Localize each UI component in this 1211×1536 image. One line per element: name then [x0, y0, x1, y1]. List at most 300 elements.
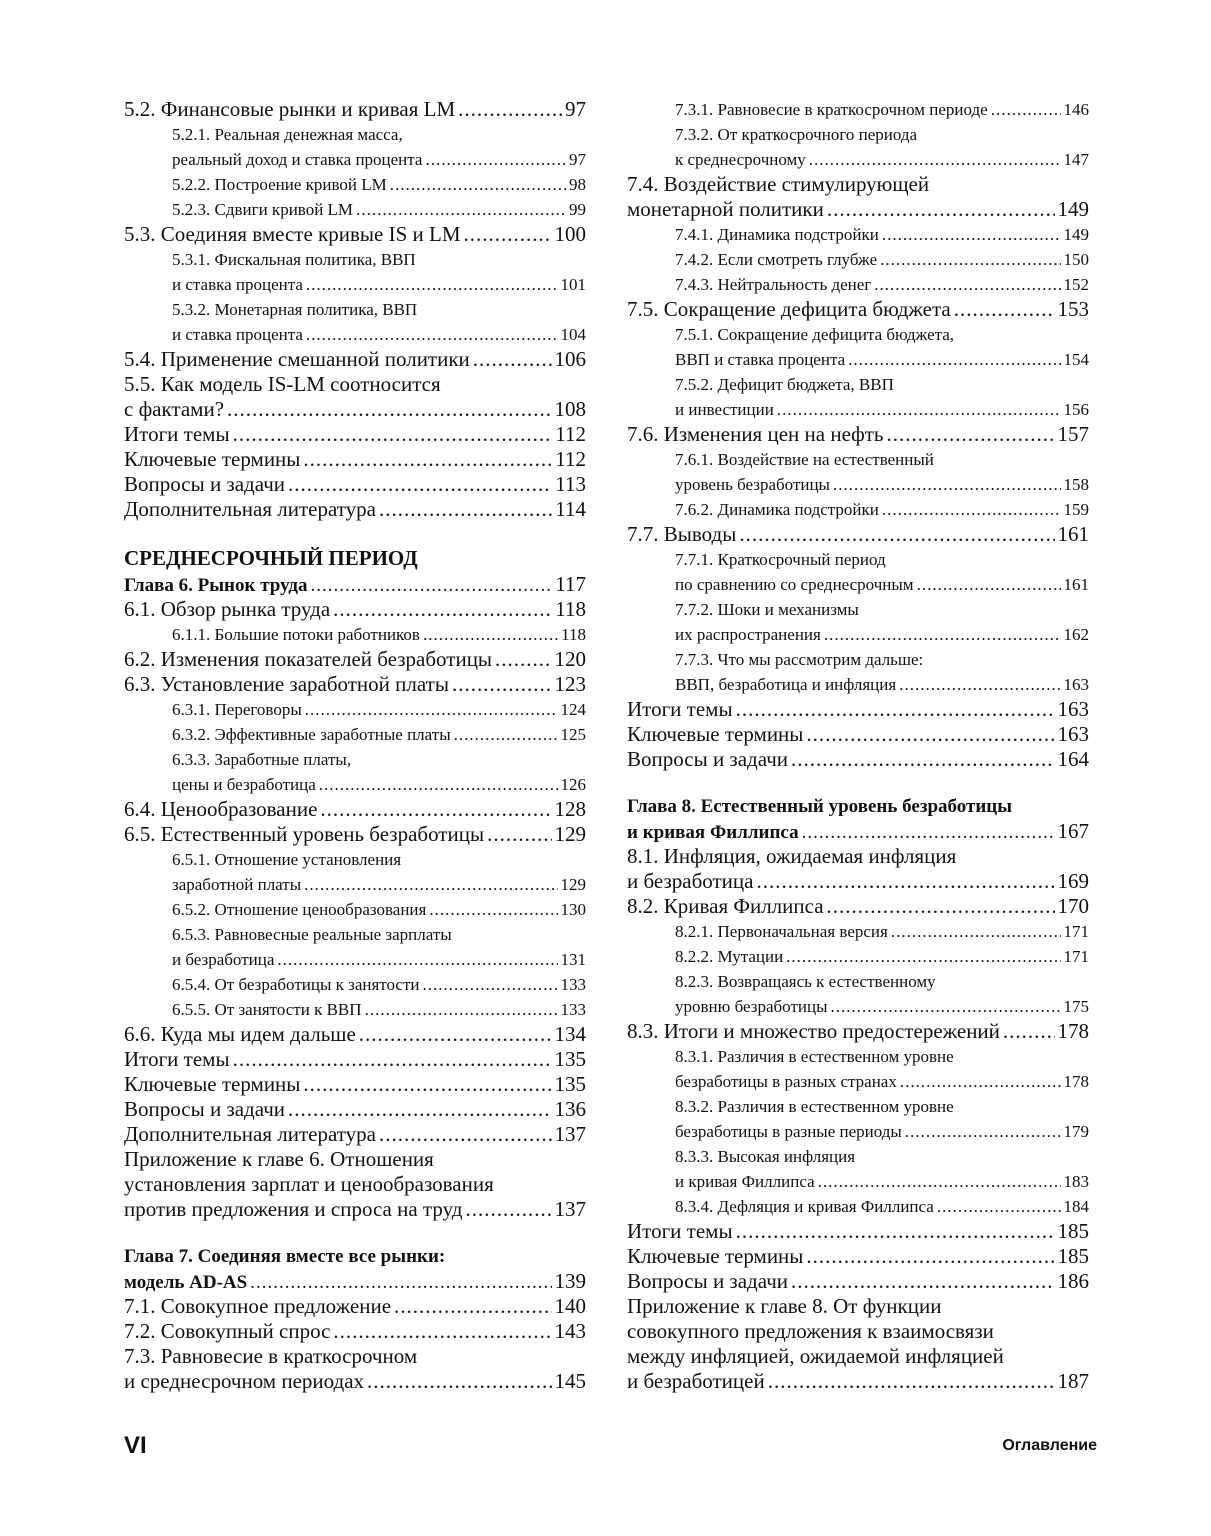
toc-entry-title: 6.5.2. Отношение ценообразования [172, 900, 427, 919]
toc-entry[interactable] [627, 1119, 1089, 1144]
toc-entry[interactable] [627, 869, 1089, 894]
toc-dot-leader [311, 573, 553, 598]
toc-entry[interactable] [124, 647, 586, 672]
toc-entry[interactable] [627, 272, 1089, 297]
toc-entry-page: 157 [1057, 422, 1089, 446]
toc-entry-title: Вопросы и задачи [627, 1269, 789, 1293]
toc-dot-leader [306, 322, 558, 347]
toc-entry-page: 133 [560, 975, 586, 994]
toc-entry-title: 7.5. Сокращение дефицита бюджета [627, 297, 951, 321]
toc-entry-page: 97 [569, 150, 586, 169]
toc-entry-title: и среднесрочном периодах [124, 1369, 365, 1393]
toc-entry[interactable] [627, 347, 1089, 372]
toc-entry[interactable] [627, 1044, 1089, 1069]
toc-entry[interactable] [124, 1022, 586, 1047]
toc-entry-page: 149 [1057, 197, 1089, 221]
toc-dot-leader [367, 1369, 551, 1394]
toc-entry-title: безработицы в разные периоды [675, 1122, 902, 1141]
toc-entry-title: 7.3.1. Равновесие в краткосрочном периоде [675, 100, 988, 119]
toc-entry-title: Вопросы и задачи [124, 472, 286, 496]
toc-entry[interactable] [627, 697, 1089, 722]
toc-dot-leader [379, 497, 552, 522]
toc-dot-leader [880, 247, 1060, 272]
toc-entry[interactable] [627, 247, 1089, 272]
toc-dot-leader [900, 1069, 1061, 1094]
toc-dot-leader [423, 972, 558, 997]
toc-entry-title: 6.2. Изменения показателей безработицы [124, 647, 493, 671]
toc-entry[interactable] [627, 1269, 1089, 1294]
toc-entry-page: 120 [554, 647, 586, 671]
toc-entry-page: 134 [554, 1022, 586, 1046]
toc-entry-title: Итоги темы [124, 422, 230, 446]
toc-entry-page: 187 [1057, 1369, 1089, 1393]
toc-entry-title: Глава 6. Рынок труда [124, 575, 308, 596]
toc-entry-title: 6.5. Естественный уровень безработицы [124, 822, 485, 846]
toc-entry[interactable] [124, 172, 586, 197]
toc-entry-title: 7.2. Совокупный спрос [124, 1319, 331, 1343]
toc-entry-title: 7.4.3. Нейтральность денег [675, 275, 872, 294]
toc-entry-title: 6.5.3. Равновесные реальные зарплаты [172, 925, 452, 944]
toc-entry-page: 170 [1057, 894, 1089, 918]
toc-entry-page: 175 [1063, 997, 1089, 1016]
toc-entry-page: 178 [1063, 1072, 1089, 1091]
toc-entry-title: Глава 7. Соединяя вместе все рынки: [124, 1246, 446, 1267]
toc-dot-leader [887, 422, 1055, 447]
toc-entry-page: 143 [554, 1319, 586, 1343]
toc-entry[interactable] [627, 647, 1089, 672]
toc-entry-title: реальный доход и ставка процента [172, 150, 423, 169]
toc-dot-leader [458, 97, 562, 122]
toc-entry-page: 113 [555, 472, 586, 496]
toc-entry-page: 129 [560, 875, 586, 894]
toc-entry[interactable] [124, 1294, 586, 1319]
toc-entry[interactable] [627, 919, 1089, 944]
toc-entry-page: 156 [1063, 400, 1089, 419]
toc-entry-title: 6.1.1. Большие потоки работников [172, 625, 420, 644]
toc-entry[interactable] [627, 572, 1089, 597]
toc-entry-page: 137 [554, 1122, 586, 1146]
toc-entry-page: 97 [565, 97, 586, 121]
toc-entry[interactable] [124, 372, 586, 397]
toc-entry-title: 8.1. Инфляция, ожидаемая инфляция [627, 844, 957, 868]
toc-entry[interactable] [124, 1122, 586, 1147]
toc-entry[interactable] [627, 844, 1089, 869]
toc-entry-page: 125 [560, 725, 586, 744]
toc-entry[interactable] [627, 547, 1089, 572]
toc-entry-title: цены и безработица [172, 775, 316, 794]
toc-dot-leader [233, 422, 553, 447]
toc-entry-title: Ключевые термины [627, 722, 804, 746]
toc-entry-title: 6.3.3. Заработные платы, [172, 750, 352, 769]
toc-entry-page: 108 [554, 397, 586, 421]
toc-entry-page: 185 [1057, 1244, 1089, 1268]
toc-entry[interactable] [124, 297, 586, 322]
toc-entry-title: Вопросы и задачи [124, 1097, 286, 1121]
toc-entry-page: 158 [1063, 475, 1089, 494]
toc-entry-title: 7.4.1. Динамика подстройки [675, 225, 879, 244]
toc-dot-leader [1003, 1019, 1055, 1044]
toc-entry[interactable] [627, 122, 1089, 147]
toc-dot-leader [250, 1270, 551, 1295]
toc-entry[interactable] [124, 1344, 586, 1369]
toc-entry[interactable] [124, 622, 586, 647]
toc-entry-title: 5.3.2. Монетарная политика, ВВП [172, 300, 418, 319]
toc-entry-page: 118 [561, 625, 586, 644]
toc-entry-title: уровню безработицы [675, 997, 828, 1016]
toc-entry-title: Дополнительная литература [124, 497, 376, 521]
toc-entry[interactable] [124, 197, 586, 222]
toc-dot-leader [423, 622, 558, 647]
toc-entry-title: Ключевые термины [627, 1244, 804, 1268]
toc-entry-page: 131 [560, 950, 586, 969]
toc-entry-title: с фактами? [124, 397, 225, 421]
toc-entry-title: 7.3. Равновесие в краткосрочном [124, 1344, 418, 1368]
toc-entry[interactable] [124, 97, 586, 122]
toc-entry[interactable] [627, 1169, 1089, 1194]
toc-entry-title: заработной платы [172, 875, 302, 894]
toc-entry[interactable] [124, 697, 586, 722]
toc-entry[interactable] [124, 872, 586, 897]
toc-entry[interactable] [627, 1144, 1089, 1169]
toc-dot-leader [227, 397, 551, 422]
toc-entry-title: 6.3.2. Эффективные заработные платы [172, 725, 451, 744]
toc-entry[interactable] [124, 747, 586, 772]
toc-entry-title: 8.3.1. Различия в естественном уровне [675, 1047, 954, 1066]
toc-dot-leader [736, 697, 1055, 722]
toc-dot-leader [786, 944, 1060, 969]
toc-entry-page: 114 [555, 497, 586, 521]
toc-entry-title: 5.2.1. Реальная денежная масса, [172, 125, 403, 144]
toc-entry[interactable] [124, 347, 586, 372]
toc-entry[interactable] [627, 1069, 1089, 1094]
toc-entry-page: 118 [555, 597, 586, 621]
toc-entry-page: 100 [554, 222, 586, 246]
toc-entry[interactable] [627, 497, 1089, 522]
toc-dot-leader [304, 872, 557, 897]
toc-entry[interactable] [124, 1147, 586, 1172]
toc-dot-leader [303, 1072, 551, 1097]
toc-entry[interactable] [124, 1097, 586, 1122]
toc-entry-title: 7.6.1. Воздействие на естественный [675, 450, 934, 469]
toc-entry[interactable] [627, 819, 1089, 844]
toc-dot-leader [954, 297, 1055, 322]
toc-entry[interactable] [124, 672, 586, 697]
toc-entry-title: 8.2.2. Мутации [675, 947, 784, 966]
toc-entry-title: против предложения и спроса на труд [124, 1197, 463, 1221]
toc-entry-page: 124 [560, 700, 586, 719]
toc-dot-leader [303, 447, 552, 472]
toc-dot-leader [802, 820, 1055, 845]
toc-entry-page: 161 [1063, 575, 1089, 594]
toc-dot-leader [365, 997, 558, 1022]
toc-entry-title: Итоги темы [627, 1219, 733, 1243]
toc-entry[interactable] [627, 447, 1089, 472]
toc-dot-leader [827, 197, 1055, 222]
toc-entry-title: 5.2.2. Построение кривой LM [172, 175, 387, 194]
toc-entry-page: 149 [1063, 225, 1089, 244]
toc-dot-leader [777, 397, 1061, 422]
toc-entry[interactable] [124, 572, 586, 597]
toc-entry-page: 167 [1057, 819, 1089, 843]
toc-entry[interactable] [627, 397, 1089, 422]
toc-entry[interactable] [627, 969, 1089, 994]
toc-entry-page: 163 [1063, 675, 1089, 694]
toc-entry[interactable] [627, 1344, 1089, 1369]
toc-entry-title: их распространения [675, 625, 821, 644]
toc-left-column [124, 97, 586, 1394]
toc-entry[interactable] [627, 522, 1089, 547]
toc-entry-page: 179 [1063, 1122, 1089, 1141]
toc-entry[interactable] [124, 797, 586, 822]
toc-entry-title: 5.2.3. Сдвиги кривой LM [172, 200, 354, 219]
toc-entry-title: и ставка процента [172, 325, 303, 344]
toc-entry-page: 140 [554, 1294, 586, 1318]
toc-dot-leader [277, 947, 557, 972]
toc-entry-title: 7.6.2. Динамика подстройки [675, 500, 879, 519]
toc-entry[interactable] [124, 1319, 586, 1344]
toc-entry[interactable] [124, 1244, 586, 1269]
toc-entry[interactable] [627, 794, 1089, 819]
toc-entry[interactable] [627, 1294, 1089, 1319]
toc-entry[interactable] [627, 472, 1089, 497]
toc-entry-page: 98 [569, 175, 586, 194]
toc-dot-leader [464, 222, 552, 247]
toc-entry-title: 5.3. Соединяя вместе кривые IS и LM [124, 222, 461, 246]
toc-entry-title: к среднесрочному [675, 150, 806, 169]
toc-entry-title: ВВП и ставка процента [675, 350, 846, 369]
toc-entry-page: 129 [554, 822, 586, 846]
toc-entry-title: 5.5. Как модель IS-LM соотносится [124, 372, 441, 396]
toc-entry[interactable] [627, 297, 1089, 322]
toc-entry-page: 117 [555, 572, 586, 596]
toc-dot-leader [495, 647, 551, 672]
toc-dot-leader [882, 497, 1061, 522]
toc-entry[interactable] [124, 472, 586, 497]
toc-dot-leader [487, 822, 551, 847]
toc-entry[interactable] [627, 197, 1089, 222]
toc-entry-title: Приложение к главе 6. Отношения [124, 1147, 434, 1171]
toc-entry-title: уровень безработицы [675, 475, 830, 494]
toc-entry[interactable] [124, 1072, 586, 1097]
toc-dot-leader [288, 1097, 551, 1122]
toc-entry-title: и безработица [627, 869, 754, 893]
toc-entry[interactable] [124, 272, 586, 297]
toc-entry[interactable] [627, 672, 1089, 697]
toc-entry-page: 112 [555, 447, 586, 471]
toc-entry[interactable] [124, 847, 586, 872]
toc-entry[interactable] [124, 122, 586, 147]
toc-entry[interactable] [627, 372, 1089, 397]
toc-entry-title: 8.2.3. Возвращаясь к естественному [675, 972, 936, 991]
toc-dot-leader [917, 572, 1061, 597]
toc-entry-title: 7.3.2. От краткосрочного периода [675, 125, 918, 144]
toc-dot-leader [452, 672, 552, 697]
toc-entry[interactable] [124, 997, 586, 1022]
toc-entry[interactable] [124, 947, 586, 972]
toc-entry[interactable] [627, 597, 1089, 622]
toc-entry-page: 161 [1057, 522, 1089, 546]
toc-entry[interactable] [627, 97, 1089, 122]
toc-entry[interactable] [124, 922, 586, 947]
toc-entry[interactable] [124, 1369, 586, 1394]
toc-entry[interactable] [124, 422, 586, 447]
toc-entry-title: по сравнению со среднесрочным [675, 575, 914, 594]
toc-dot-leader [806, 722, 1054, 747]
toc-entry-title: 7.7. Выводы [627, 522, 737, 546]
toc-entry[interactable] [124, 447, 586, 472]
toc-entry-title: 7.7.2. Шоки и механизмы [675, 600, 859, 619]
toc-dot-leader [824, 622, 1061, 647]
toc-entry[interactable] [124, 222, 586, 247]
toc-entry[interactable] [627, 422, 1089, 447]
toc-entry[interactable] [627, 1094, 1089, 1119]
toc-entry-title: 6.3. Установление заработной платы [124, 672, 449, 696]
toc-entry-title: установления зарплат и ценообразования [124, 1172, 494, 1196]
toc-dot-leader [736, 1219, 1055, 1244]
toc-entry-page: 178 [1057, 1019, 1089, 1043]
toc-entry-title: 8.3.2. Различия в естественном уровне [675, 1097, 954, 1116]
toc-dot-leader [818, 1169, 1061, 1194]
toc-entry-page: 153 [1057, 297, 1089, 321]
toc-entry-title: 5.3.1. Фискальная политика, ВВП [172, 250, 416, 269]
toc-entry[interactable] [627, 747, 1089, 772]
toc-dot-leader [848, 347, 1060, 372]
toc-entry[interactable] [124, 147, 586, 172]
toc-entry-page: 135 [554, 1047, 586, 1071]
toc-entry[interactable] [627, 222, 1089, 247]
toc-entry[interactable] [124, 322, 586, 347]
toc-dot-leader [356, 197, 566, 222]
toc-entry-title: 5.2. Финансовые рынки и кривая LM [124, 97, 456, 121]
toc-entry[interactable] [627, 1244, 1089, 1269]
toc-entry[interactable] [124, 597, 586, 622]
toc-entry-title: Ключевые термины [124, 447, 301, 471]
toc-entry-title: 7.7.3. Что мы рассмотрим дальше: [675, 650, 924, 669]
toc-entry-title: Приложение к главе 8. От функции [627, 1294, 942, 1318]
toc-entry-title: 5.4. Применение смешанной политики [124, 347, 470, 371]
toc-entry-page: 145 [554, 1369, 586, 1393]
toc-dot-leader [333, 1319, 551, 1344]
toc-entry-page: 99 [569, 200, 586, 219]
toc-entry-page: 162 [1063, 625, 1089, 644]
toc-entry[interactable] [627, 322, 1089, 347]
toc-entry[interactable] [627, 172, 1089, 197]
toc-entry[interactable] [124, 247, 586, 272]
toc-entry[interactable] [627, 894, 1089, 919]
toc-entry-title: и инвестиции [675, 400, 774, 419]
toc-entry[interactable] [124, 897, 586, 922]
toc-entry[interactable] [124, 497, 586, 522]
toc-entry-title: модель AD-AS [124, 1272, 248, 1293]
toc-entry-title: 6.5.1. Отношение установления [172, 850, 402, 869]
toc-dot-leader [429, 897, 557, 922]
toc-dot-leader [937, 1194, 1061, 1219]
toc-entry-title: 8.2.1. Первоначальная версия [675, 922, 888, 941]
toc-entry[interactable] [627, 722, 1089, 747]
toc-entry-page: 133 [560, 1000, 586, 1019]
toc-entry[interactable] [627, 1369, 1089, 1394]
toc-entry[interactable] [124, 722, 586, 747]
toc-entry[interactable] [124, 822, 586, 847]
toc-entry[interactable] [124, 972, 586, 997]
toc-entry-title: 6.4. Ценообразование [124, 797, 318, 821]
toc-entry-title: 6.6. Куда мы идем дальше [124, 1022, 356, 1046]
toc-entry-page: 183 [1063, 1172, 1089, 1191]
toc-entry-title: Вопросы и задачи [627, 747, 789, 771]
toc-entry[interactable] [124, 544, 586, 572]
toc-entry-title: 7.7.1. Краткосрочный период [675, 550, 886, 569]
toc-entry-title: 8.3.3. Высокая инфляция [675, 1147, 856, 1166]
toc-entry-page: 150 [1063, 250, 1089, 269]
toc-dot-leader [305, 697, 558, 722]
toc-entry-page: 147 [1063, 150, 1089, 169]
toc-entry[interactable] [124, 1047, 586, 1072]
toc-entry-page: 136 [554, 1097, 586, 1121]
toc-right-column [627, 97, 1089, 1394]
toc-entry[interactable] [627, 147, 1089, 172]
toc-dot-leader [806, 1244, 1054, 1269]
toc-entry-title: 7.6. Изменения цен на нефть [627, 422, 884, 446]
toc-entry[interactable] [124, 1197, 586, 1222]
toc-entry-title: между инфляцией, ожидаемой инфляцией [627, 1344, 1004, 1368]
toc-entry-title: 8.2. Кривая Филлипса [627, 894, 824, 918]
toc-entry-title: и безработица [172, 950, 275, 969]
toc-dot-leader [288, 472, 552, 497]
toc-entry-title: безработицы в разных странах [675, 1072, 897, 1091]
toc-entry[interactable] [627, 622, 1089, 647]
toc-entry-title: 6.3.1. Переговоры [172, 700, 302, 719]
toc-entry-page: 135 [554, 1072, 586, 1096]
toc-entry[interactable] [627, 944, 1089, 969]
toc-entry[interactable] [124, 397, 586, 422]
toc-entry-title: Ключевые термины [124, 1072, 301, 1096]
toc-entry-page: 163 [1057, 697, 1089, 721]
toc-entry-page: 152 [1063, 275, 1089, 294]
toc-entry-page: 128 [554, 797, 586, 821]
toc-entry[interactable] [627, 1319, 1089, 1344]
toc-entry[interactable] [627, 1219, 1089, 1244]
toc-dot-leader [454, 722, 558, 747]
toc-entry-page: 164 [1057, 747, 1089, 771]
toc-entry-page: 101 [560, 275, 586, 294]
toc-entry[interactable] [124, 772, 586, 797]
running-title: Оглавление [1002, 1437, 1097, 1454]
toc-entry-page: 185 [1057, 1219, 1089, 1243]
toc-entry-page: 159 [1063, 500, 1089, 519]
toc-dot-leader [359, 1022, 552, 1047]
toc-entry-title: 7.4. Воздействие стимулирующей [627, 172, 930, 196]
toc-entry[interactable] [627, 1194, 1089, 1219]
toc-entry-page: 186 [1057, 1269, 1089, 1293]
toc-entry-title: совокупного предложения к взаимосвязи [627, 1319, 994, 1343]
toc-dot-leader [905, 1119, 1061, 1144]
toc-dot-leader [809, 147, 1061, 172]
toc-entry-page: 106 [554, 347, 586, 371]
toc-entry-title: Итоги темы [124, 1047, 230, 1071]
toc-entry-title: Глава 8. Естественный уровень безработицы [627, 796, 1013, 817]
toc-entry-page: 139 [554, 1269, 586, 1293]
toc-entry[interactable] [124, 1269, 586, 1294]
toc-dot-leader [831, 994, 1061, 1019]
toc-entry[interactable] [627, 1019, 1089, 1044]
toc-entry-page: 171 [1063, 947, 1089, 966]
toc-entry[interactable] [124, 1172, 586, 1197]
toc-dot-leader [379, 1122, 552, 1147]
toc-entry[interactable] [627, 994, 1089, 1019]
toc-dot-leader [882, 222, 1061, 247]
toc-dot-leader [333, 597, 552, 622]
toc-dot-leader [473, 347, 552, 372]
